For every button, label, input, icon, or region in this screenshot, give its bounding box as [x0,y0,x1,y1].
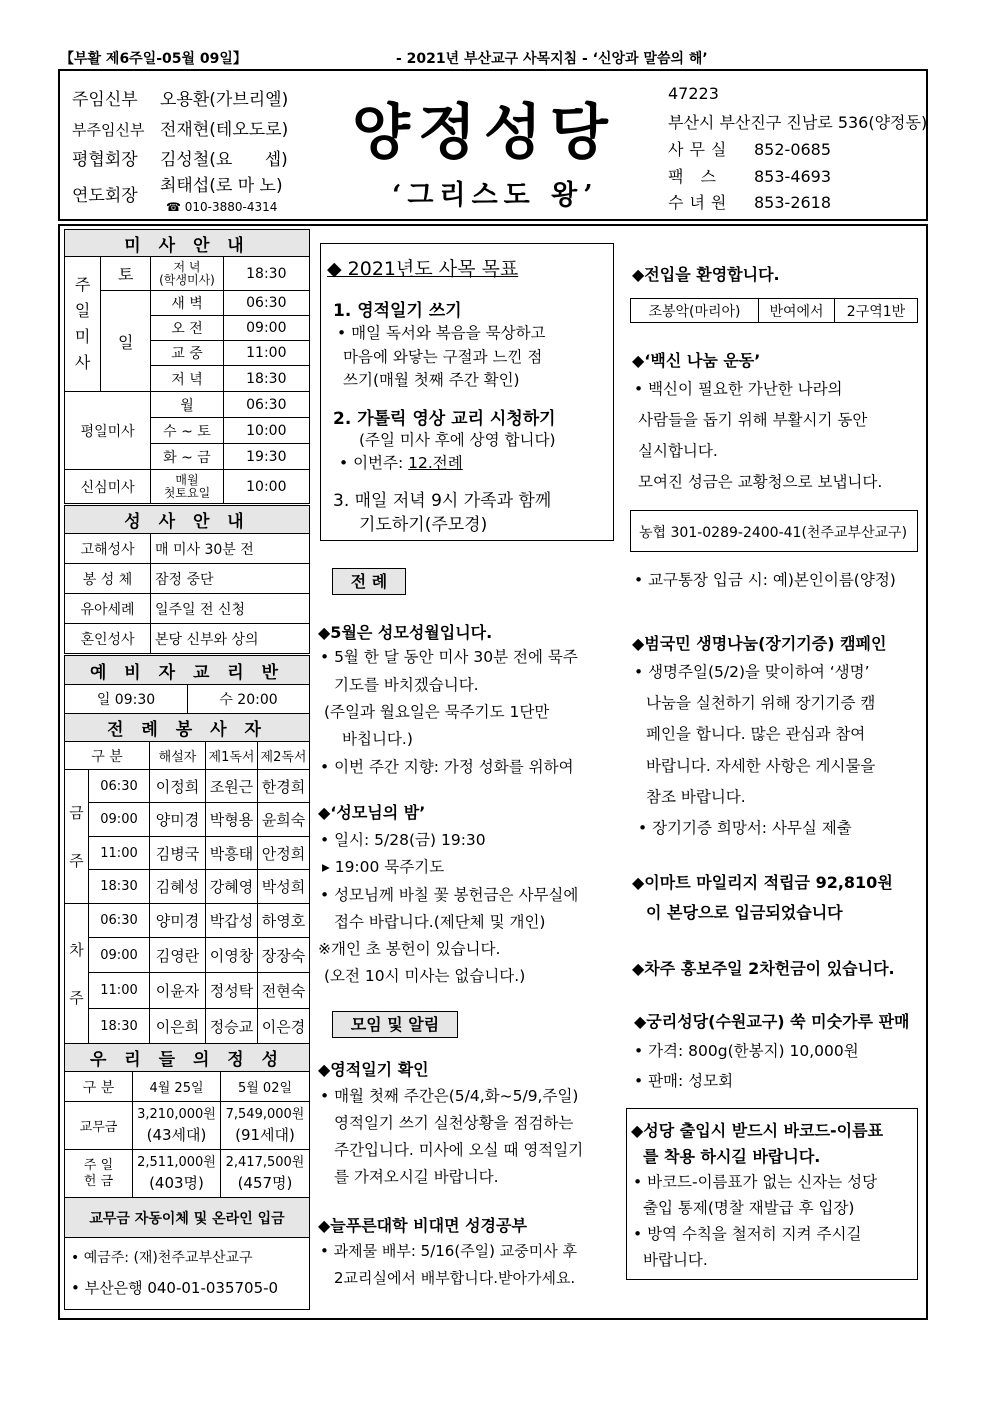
table-row: 09:00 김영란 이영창 장장숙 [65,938,310,973]
account-number: • 부산은행 040-01-035705-0 [71,1279,279,1297]
contact-office: 사무실 852-0685 [668,140,832,159]
bulletin-date: 【부활 제6주일-05월 09일】 [60,51,247,67]
catechumen-table: 예 비 자 교 리 반 일 09:30 수 20:00 [64,655,310,714]
staff-row: 평협회장 김성철(요 셉) [72,150,288,170]
vaccine-account-box [630,510,918,552]
table-row: 조봉악(마리아) 반여에서 2구역1반 [631,299,918,323]
table-row: 11:00 김병국 박흥태 안정희 [65,837,310,870]
table-row: 18:30 김혜성 강혜영 박성희 [65,870,310,904]
vaccine-account: 농협 301-0289-2400-41(천주교부산교구) [639,525,908,541]
welcome-table [630,298,918,323]
goals-title: ◆ 2021년도 사목 목표 [327,258,519,280]
address: 부산시 부산진구 진남로 536(양정동) [668,113,928,132]
table-row: 09:00 양미경 박형용 윤희숙 [65,803,310,837]
servers-table: 전 례 봉 사 자 구 분 해설자 제1독서 제2독서 금 주 06:30 이정희 조원근 한경희 09:00 양미경 박형용 윤희숙 11:00 김병국 박흥태 안정희 18:30 김혜성 강혜영 박성희 차 주 06:30 양미경 박갑성 하영호 09:00 김영란 이영창 장장숙 11:00 이윤자 정성탁 전현숙 18:30 이은희 정승교 이은경 [64,713,310,1045]
contact-convent: 수녀원 853-2618 [668,193,832,212]
offering-table: 우 리 들 의 정 성 구 분 4월 25일 5월 02일 교무금 3,210,000원 (43세대) 7,549,000원 (91세대) 주 일 헌 금 2,511,000원 (403명) 2,417,500원 (457명) 교무금 자동이체 및 온라인 입금 • 예금주: (재)천주교부산교구 • 부산은행 040-01-035705-0 [64,1043,310,1310]
sacrament-table: 성 사 안 내 고해성사 매 미사 30분 전 봉 성 체 잠정 중단 유아세례 일주일 전 신청 혼인성사 본당 신부와 상의 [64,505,310,654]
diocese-motto: - 2021년 부산교구 사목지침 - ‘신앙과 말씀의 해’ [396,51,708,67]
barcode-box: ◆성당 출입시 받드시 바코드-이름표 를 착용 하시길 바랍니다. • 바코드-이름표가 없는 신자는 성당 출입 통제(명찰 재발급 후 입장) • 방역 수칙을 철저히 지켜 주시길 바랍니다. [626,1108,918,1280]
servers-title: 전 례 봉 사 자 [65,714,310,742]
table-row: 차 주 06:30 양미경 박갑성 하영호 [65,904,310,938]
postal-code: 47223 [668,84,719,103]
top-line [60,48,930,68]
church-patron: ‘그리스도 왕’ [392,180,599,211]
notice-tag: 모임 및 알림 [332,1011,458,1038]
sacrament-title: 성 사 안 내 [65,506,310,534]
table-row: 금 주 06:30 이정희 조원근 한경희 [65,770,310,803]
transfer-title: 교무금 자동이체 및 온라인 입금 [65,1198,310,1238]
sunday-mass-label: 주 일 미 사 [65,257,101,392]
offering-title: 우 리 들 의 정 성 [65,1044,310,1072]
table-row: 11:00 이윤자 정성탁 전현숙 [65,973,310,1009]
staff-row: 주임신부 오용환(가브리엘) [72,90,289,110]
header [58,69,928,221]
catechumen-title: 예 비 자 교 리 반 [65,656,310,685]
contact-fax: 팩 스 853-4693 [668,167,832,186]
account-holder: • 예금주: (재)천주교부산교구 [71,1250,253,1266]
liturgy-tag: 전 례 [332,568,406,595]
table-row: 18:30 이은희 정승교 이은경 [65,1009,310,1045]
church-name: 양정성당 [352,98,616,168]
staff-row: 부주임신부 전재현(테오도로) [72,120,289,140]
phone: ☎ 010-3880-4314 [166,200,278,214]
weekday-mass-label: 평일미사 [65,392,151,470]
staff-row: 연도회장 최태섭(로 마 노) ☎ 010-3880-4314 [72,176,283,214]
first-saturday-label: 신심미사 [65,470,151,504]
mass-title: 미 사 안 내 [65,230,310,257]
mass-schedule: 미 사 안 내 주 일 미 사 토 저 녁 (학생미사) 18:30 일 새 벽 06:30 오 전 09:00 교 중 11:00 저 녁 18:30 평일미사 월 06:30 수 ~ 토 10:00 화 ~ 금 19:30 신심미사 매월 첫토요일 10:00 [64,229,310,504]
goals-box: ◆ 2021년도 사목 목표 1. 영적일기 쓰기 • 매일 독서와 복음을 묵상하고 마음에 와닿는 구절과 느낀 점 쓰기(매월 첫째 주간 확인) 2. 가톨릭 영상 교리 시청하기 (주일 미사 후에 상영 합니다) • 이번주: 12.전례 3. 매일 저녁 9시 가족과 함께 기도하기(주모경) [320,243,614,541]
